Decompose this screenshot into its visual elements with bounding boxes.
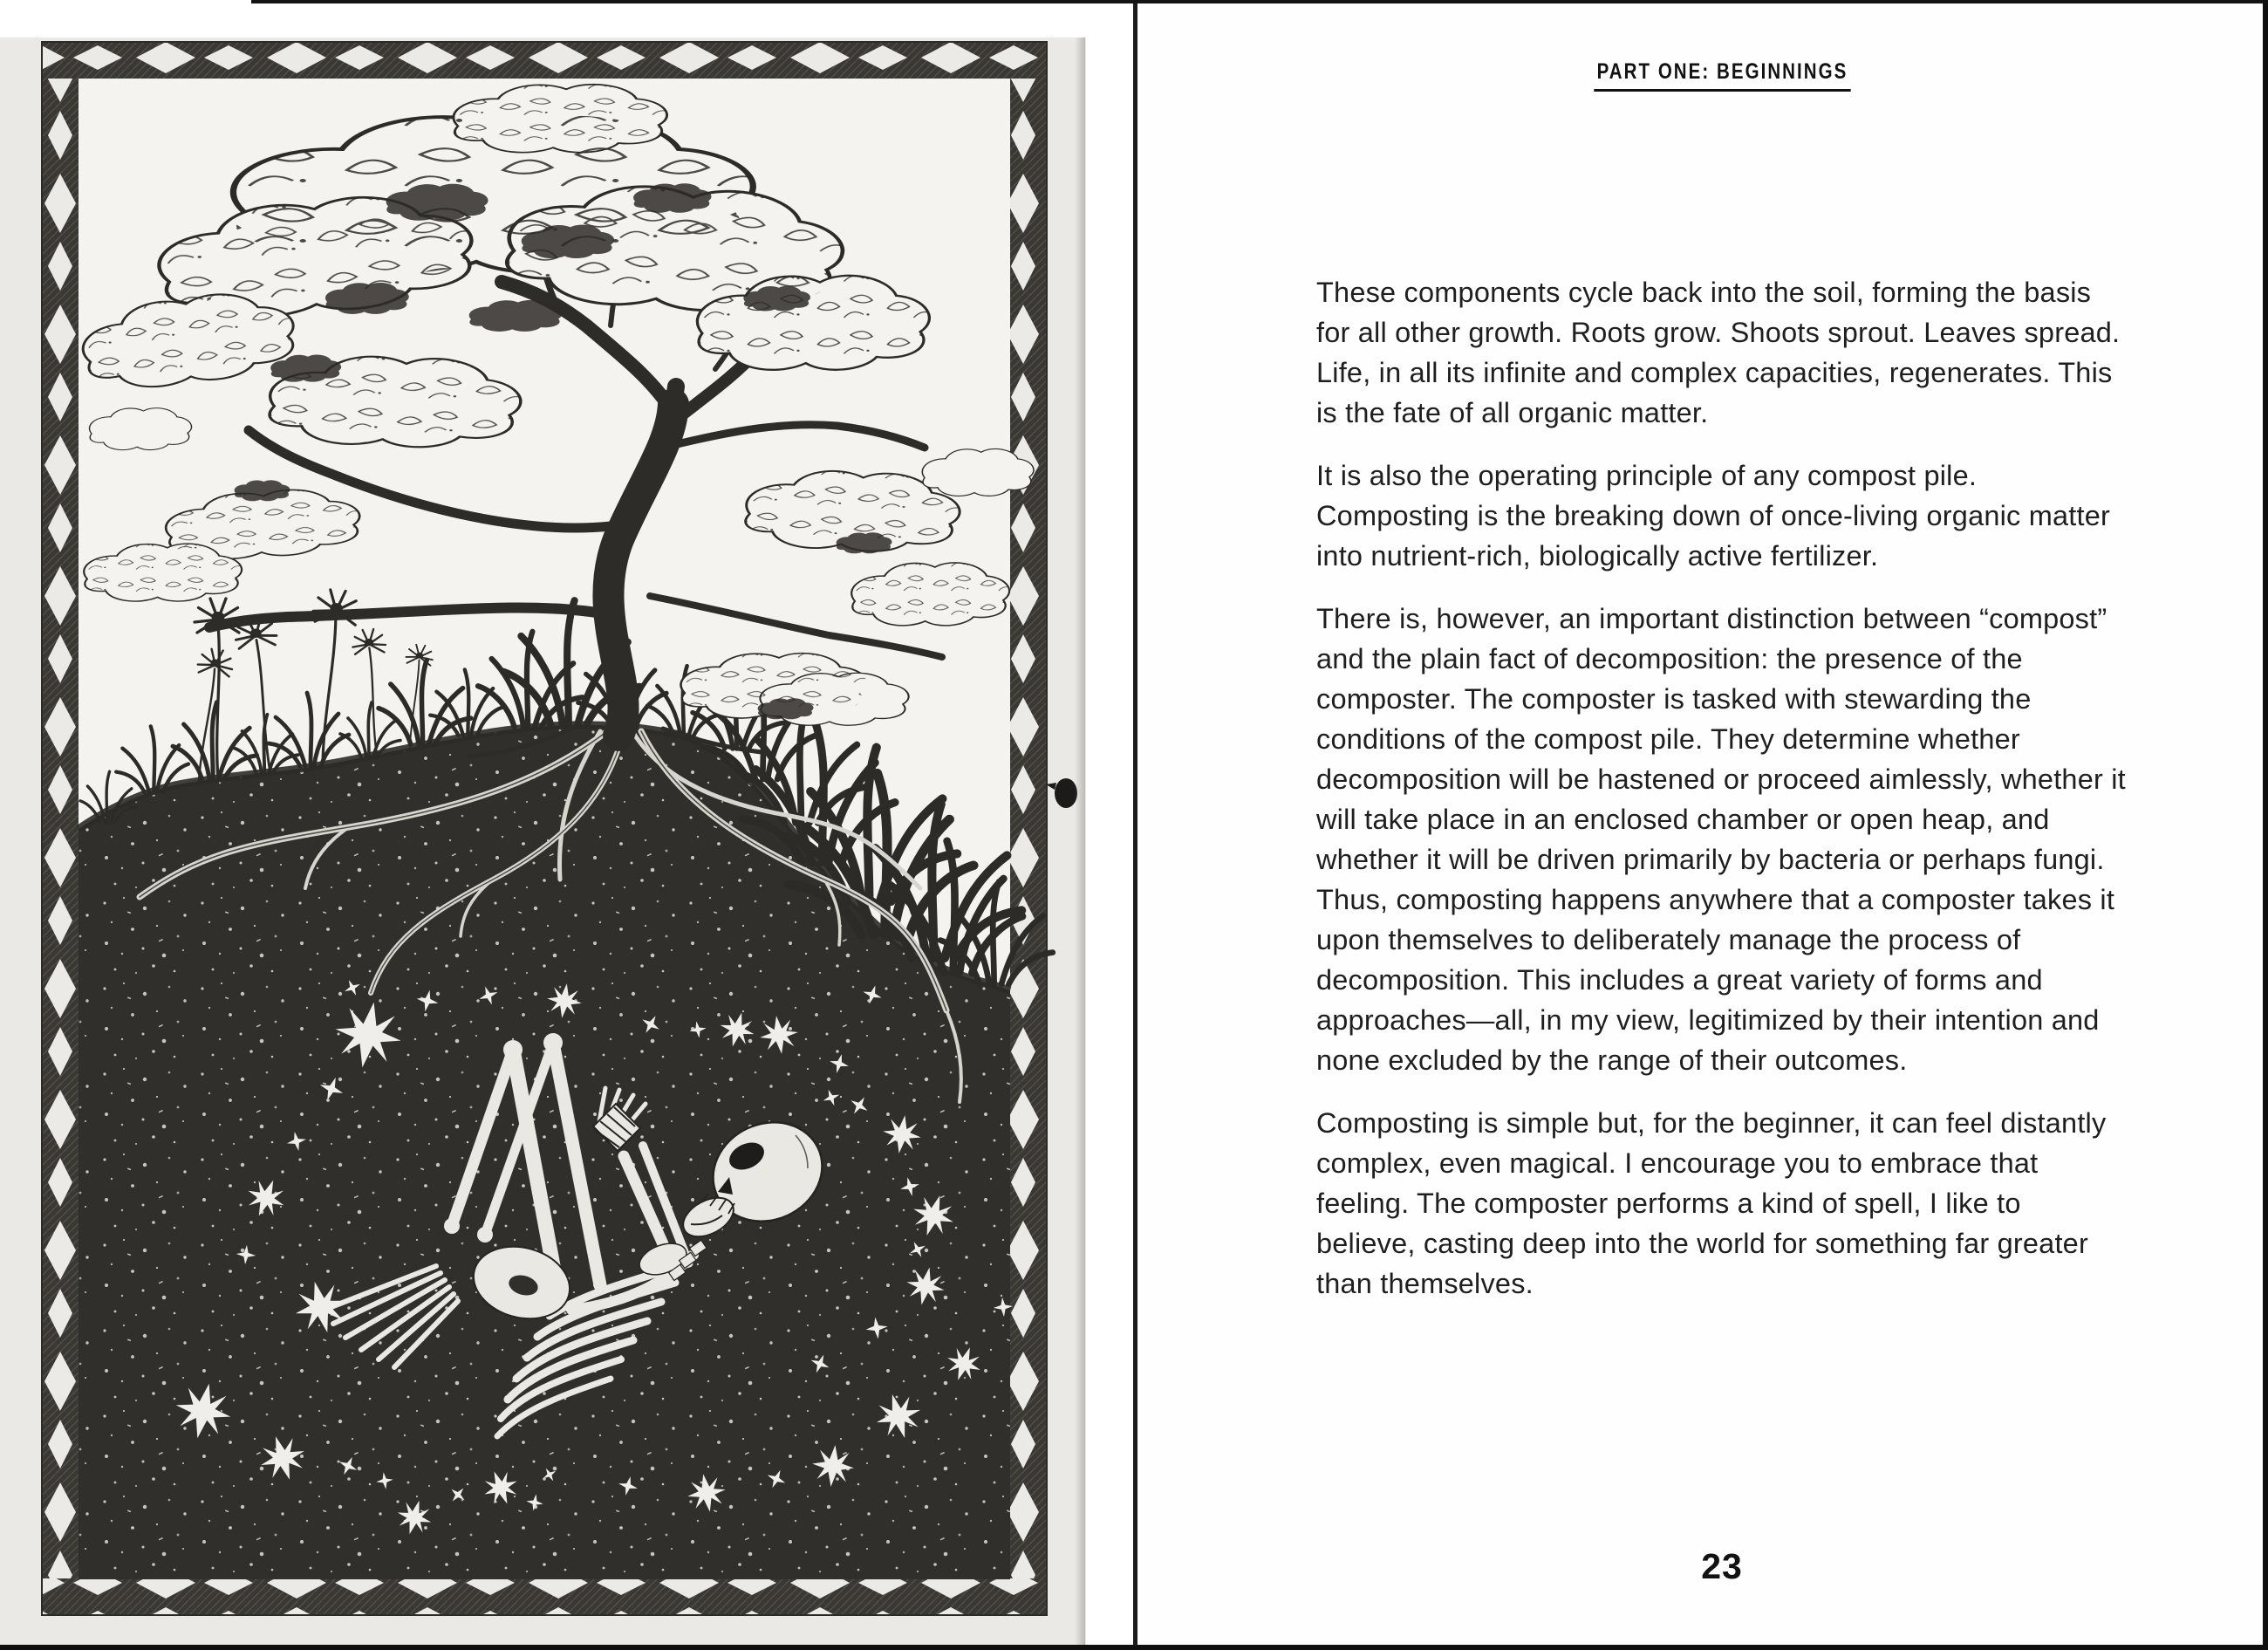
tree-skeleton-illustration	[0, 38, 1086, 1646]
paragraph: These components cycle back into the soil, forming the basis for all other growth. Roots grow. Shoots sprout. Leaves spread. Life, in all its infinite and complex capacities, regenerates. This is the fate of all organic matter.	[1316, 277, 2121, 428]
photo-right-edge	[2263, 0, 2268, 1650]
page-edge-shadow	[1075, 38, 1085, 1646]
text-column	[1316, 3, 2128, 1645]
part-header	[1316, 59, 2128, 92]
paragraph: Composting is simple but, for the beginner, it can feel distantly complex, even magical. I encourage you to embrace that feeling. The composter performs a kind of spell, I like to believe, casting deep into the world for something far greater than themselves.	[1316, 1107, 2107, 1299]
page-number: 23	[1701, 1546, 1743, 1586]
right-page	[1137, 3, 2263, 1645]
paragraph: There is, however, an important distinction between “compost” and the plain fact of decomposition: the presence of the composter. The composter is tasked with stewarding the conditions of the compost pile. They determine whether decomposition will be hastened or proceed aimlessly, whether it will take place in an enclosed chamber or open heap, and whether it will be driven primarily by bacteria or perhaps fungi. Thus, composting happens anywhere that a composter takes it upon themselves to deliberately manage the process of decomposition. This includes a great variety of forms and approaches—all, in my view, legitimized by their intention and none excluded by the range of their outcomes.	[1316, 603, 2126, 1076]
paragraph: It is also the operating principle of any compost pile. Composting is the breaking down of once-living organic matter into nutrient-rich, biologically active fertilizer.	[1316, 460, 2111, 572]
left-page-illustration	[0, 38, 1086, 1646]
body-text	[1316, 272, 2128, 1326]
part-header-label: PART ONE: BEGINNINGS	[1594, 59, 1850, 92]
